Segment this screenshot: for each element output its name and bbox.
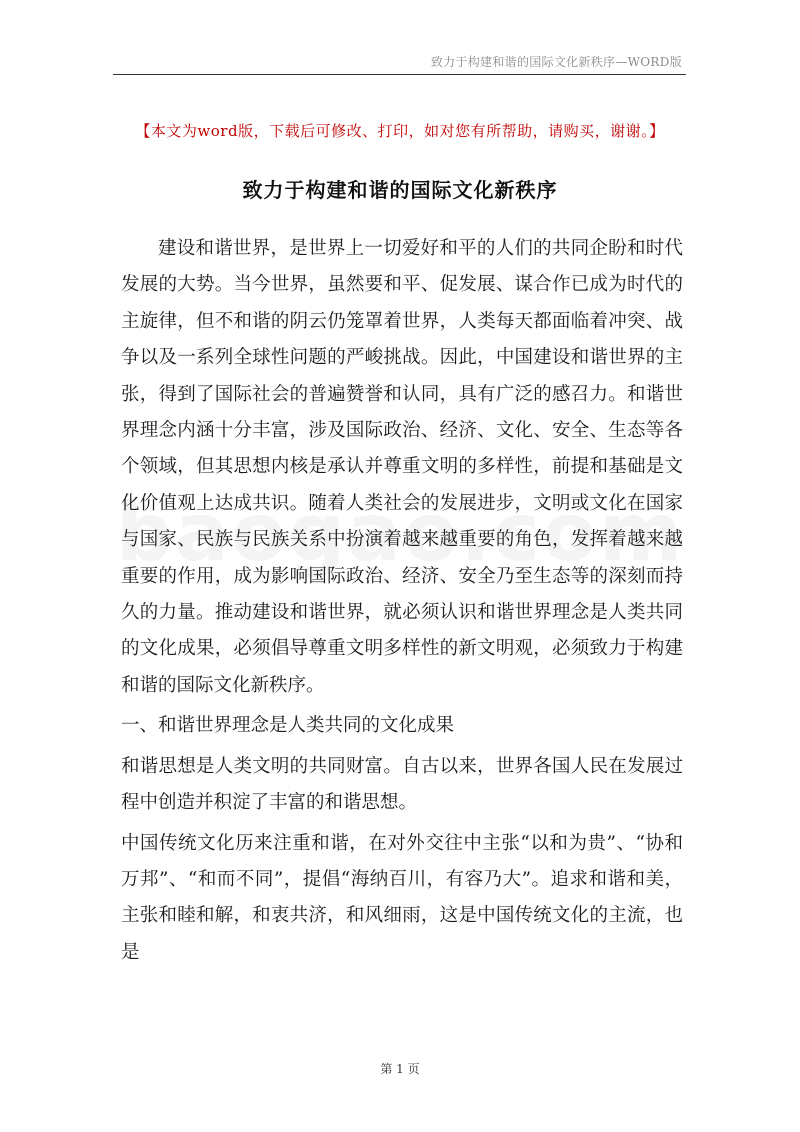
document-title: 致力于构建和谐的国际文化新秩序 [242,178,558,202]
document-body [121,231,683,971]
download-notice: 【本文为word版，下载后可修改、打印，如对您有所帮助，请购买，谢谢。】 [135,122,665,140]
header-divider [113,74,686,75]
page-number: 第 1 页 [380,1062,420,1076]
running-header: 致力于构建和谐的国际文化新秩序—WORD版 [430,55,682,69]
body-paragraph: 和谐思想是人类文明的共同财富。自古以来，世界各国人民在发展过程中创造并积淀了丰富的和谐思想。 [121,755,683,814]
section-heading: 一、和谐世界理念是人类共同的文化成果 [121,715,455,737]
body-paragraph: 中国传统文化历来注重和谐，在对外交往中主张“以和为贵”、“协和万邦”、“和而不同”，提倡“海纳百川，有容乃大”。追求和谐和美，主张和睦和解，和衷共济，和风细雨，这是中国传统文化的主流，也是 [121,832,683,963]
intro-paragraph: 建设和谐世界，是世界上一切爱好和平的人们的共同企盼和时代发展的大势。当今世界，虽然要和平、促发展、谋合作已成为时代的主旋律，但不和谐的阴云仍笼罩着世界，人类每天都面临着冲突、战争以及一系列全球性问题的严峻挑战。因此，中国建设和谐世界的主张，得到了国际社会的普遍赞誉和认同，具有广泛的感召力。和谐世界理念内涵十分丰富，涉及国际政治、经济、文化、安全、生态等各个领域，但其思想内核是承认并尊重文明的多样性，前提和基础是文化价值观上达成共识。随着人类社会的发展进步，文明或文化在国家与国家、民族与民族关系中扮演着越来越重要的角色，发挥着越来越重要的作用，成为影响国际政治、经济、安全乃至生态等的深刻而持久的力量。推动建设和谐世界，就必须认识和谐世界理念是人类共同的文化成果，必须倡导尊重文明多样性的新文明观，必须致力于构建和谐的国际文化新秩序。 [121,238,683,696]
